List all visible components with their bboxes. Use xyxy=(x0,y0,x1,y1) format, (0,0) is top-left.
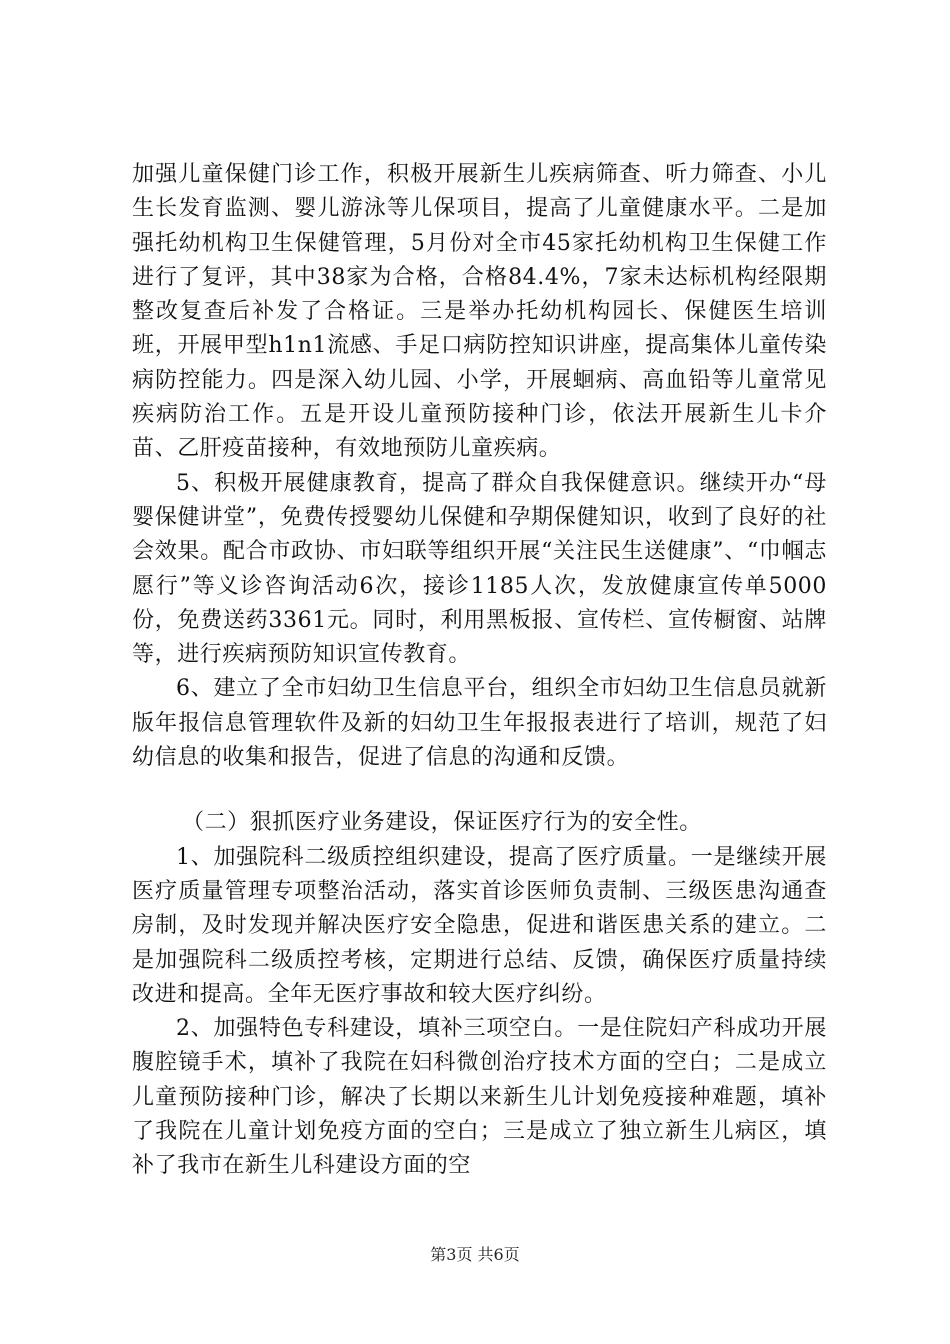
paragraph-child-health-continued: 加强儿童保健门诊工作，积极开展新生儿疾病筛查、听力筛查、小儿生长发育监测、婴儿游泳等儿保项目，提高了儿童健康水平。二是加强托幼机构卫生保健管理，5月份对全市45家托幼机构卫生保健工作进行了复评，其中38家为合格，合格84.4%，7家未达标机构经限期整改复查后补发了合格证。三是举办托幼机构园长、保健医生培训班，开展甲型h1n1流感、手足口病防控知识讲座，提高集体儿童传染病防控能力。四是深入幼儿园、小学，开展蛔病、高血铅等儿童常见疾病防治工作。五是开设儿童预防接种门诊，依法开展新生儿卡介苗、乙肝疫苗接种，有效地预防儿童疾病。 xyxy=(132,162,827,462)
paragraph-health-education: 5、积极开展健康教育，提高了群众自我保健意识。继续开办“母婴保健讲堂”，免费传授婴幼儿保健和孕期保健知识，收到了良好的社会效果。配合市政协、市妇联等组织开展“关注民生送健康”、“巾帼志愿行”等义诊咨询活动6次，接诊1185人次，发放健康宣传单5000份，免费送药3361元。同时，利用黑板报、宣传栏、宣传橱窗、站牌等，进行疾病预防知识宣传教育。 xyxy=(132,470,827,668)
paragraph-specialty-construction: 2、加强特色专科建设，填补三项空白。一是住院妇产科成功开展腹腔镜手术，填补了我院在妇科微创治疗技术方面的空白；二是成立儿童预防接种门诊，解决了长期以来新生儿计划免疫接种难题，填补了我院在儿童计划免疫方面的空白；三是成立了独立新生儿病区，填补了我市在新生儿科建设方面的空 xyxy=(132,1016,827,1179)
page-number-footer: 第3页 共6页 xyxy=(430,1245,520,1264)
document-body xyxy=(132,158,827,1184)
paragraph-quality-control: 1、加强院科二级质控组织建设，提高了医疗质量。一是继续开展医疗质量管理专项整治活动，落实首诊医师负责制、三级医患沟通查房制，及时发现并解决医疗安全隐患，促进和谐医患关系的建立。二是加强院科二级质控考核，定期进行总结、反馈，确保医疗质量持续改进和提高。全年无医疗事故和较大医疗纠纷。 xyxy=(132,844,827,1007)
section-heading-medical-business: （二）狠抓医疗业务建设，保证医疗行为的安全性。 xyxy=(182,810,702,836)
paragraph-information-platform: 6、建立了全市妇幼卫生信息平台，组织全市妇幼卫生信息员就新版年报信息管理软件及新的妇幼卫生年报报表进行了培训，规范了妇幼信息的收集和报告，促进了信息的沟通和反馈。 xyxy=(132,676,827,771)
